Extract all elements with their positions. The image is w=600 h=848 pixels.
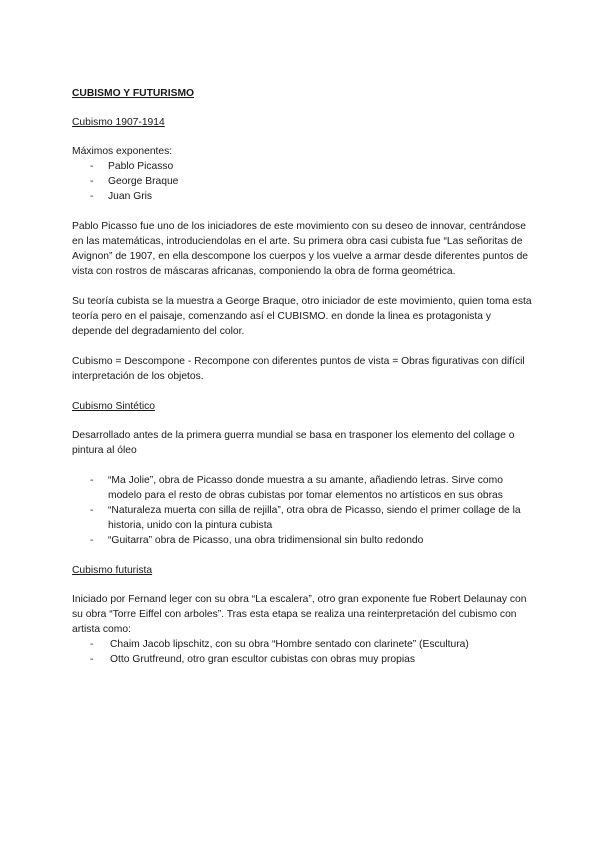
dash-bullet: - bbox=[90, 161, 94, 172]
section-heading-sintetico: Cubismo Sintético bbox=[72, 401, 155, 412]
paragraph-futurista: Iniciado por Fernand leger con su obra “La escalera”, otro gran exponente fue Robert Delaunay con su obra “Torre Eiffel con arboles”. Tras esta etapa se realiza una reinterpretación del cubismo con artista como: bbox=[72, 594, 527, 635]
paragraph-sintetico: Desarrollado antes de la primera guerra mundial se basa en trasponer los elemento del collage o pintura al óleo bbox=[72, 430, 515, 456]
list-item bbox=[72, 174, 532, 189]
dash-bullet: - bbox=[90, 176, 94, 187]
dash-bullet: - bbox=[90, 191, 94, 202]
list-item-text: Juan Gris bbox=[108, 191, 153, 202]
futurista-block bbox=[72, 592, 532, 667]
section-heading-cubismo: Cubismo 1907-1914 bbox=[72, 117, 165, 128]
paragraph-definition: Cubismo = Descompone - Recompone con diferentes puntos de vista = Obras figurativas con difícil interpretación de los objetos. bbox=[72, 356, 525, 382]
paragraph-braque: Su teoría cubista se la muestra a George Braque, otro iniciador de este movimiento, quien toma esta teoría pero en el paisaje, comenzando así el CUBISMO. en donde la linea es protagonista y depende del degradamiento del color. bbox=[72, 296, 532, 337]
section-heading-futurista: Cubismo futurista bbox=[72, 565, 153, 576]
list-item bbox=[72, 503, 532, 533]
futurista-list bbox=[72, 637, 532, 667]
paragraph-picasso: Pablo Picasso fue uno de los iniciadores de este movimiento con su deseo de innovar, centrándose en las matemáticas, introduciendolas en el arte. Su primera obra casi cubista fue “Las señoritas de Avignon” de 1907, en ella descompone los cuerpos y los vuelve a armar desde diferentes puntos de vista con rostros de máscaras africanas, componiendo la obra de forma geométrica. bbox=[72, 221, 529, 277]
list-item-text: Chaim Jacob lipschitz, con su obra “Hombre sentado con clarinete” (Escultura) bbox=[110, 639, 469, 650]
dash-bullet: - bbox=[90, 535, 94, 546]
sintetico-list bbox=[72, 473, 532, 548]
dash-bullet: - bbox=[90, 505, 94, 516]
list-item bbox=[72, 637, 532, 652]
document-page bbox=[72, 86, 532, 682]
list-item bbox=[72, 189, 532, 204]
exponents-list bbox=[72, 159, 532, 204]
list-item-text: Pablo Picasso bbox=[108, 161, 174, 172]
list-item-text: Otto Grutfreund, otro gran escultor cubistas con obras muy propias bbox=[110, 654, 416, 665]
list-item bbox=[72, 159, 532, 174]
dash-bullet: - bbox=[90, 639, 94, 650]
list-item bbox=[72, 533, 532, 548]
exponents-label: Máximos exponentes: bbox=[72, 146, 173, 157]
exponents-block bbox=[72, 144, 532, 204]
list-item bbox=[72, 473, 532, 503]
dash-bullet: - bbox=[90, 475, 94, 486]
list-item-text: “Guitarra” obra de Picasso, una obra tridimensional sin bulto redondo bbox=[108, 535, 424, 546]
list-item bbox=[72, 652, 532, 667]
list-item-text: George Braque bbox=[108, 176, 179, 187]
dash-bullet: - bbox=[90, 654, 94, 665]
list-item-text: “Ma Jolie”, obra de Picasso donde muestra a su amante, añadiendo letras. Sirve como modelo para el resto de obras cubistas por tomar elementos no artísticos en sus obras bbox=[108, 475, 503, 501]
list-item-text: “Naturaleza muerta con silla de rejilla”, otra obra de Picasso, siendo el primer collage de la historia, unido con la pintura cubista bbox=[108, 505, 521, 531]
document-title: CUBISMO Y FUTURISMO bbox=[72, 88, 195, 99]
sintetico-list-block bbox=[72, 473, 532, 548]
